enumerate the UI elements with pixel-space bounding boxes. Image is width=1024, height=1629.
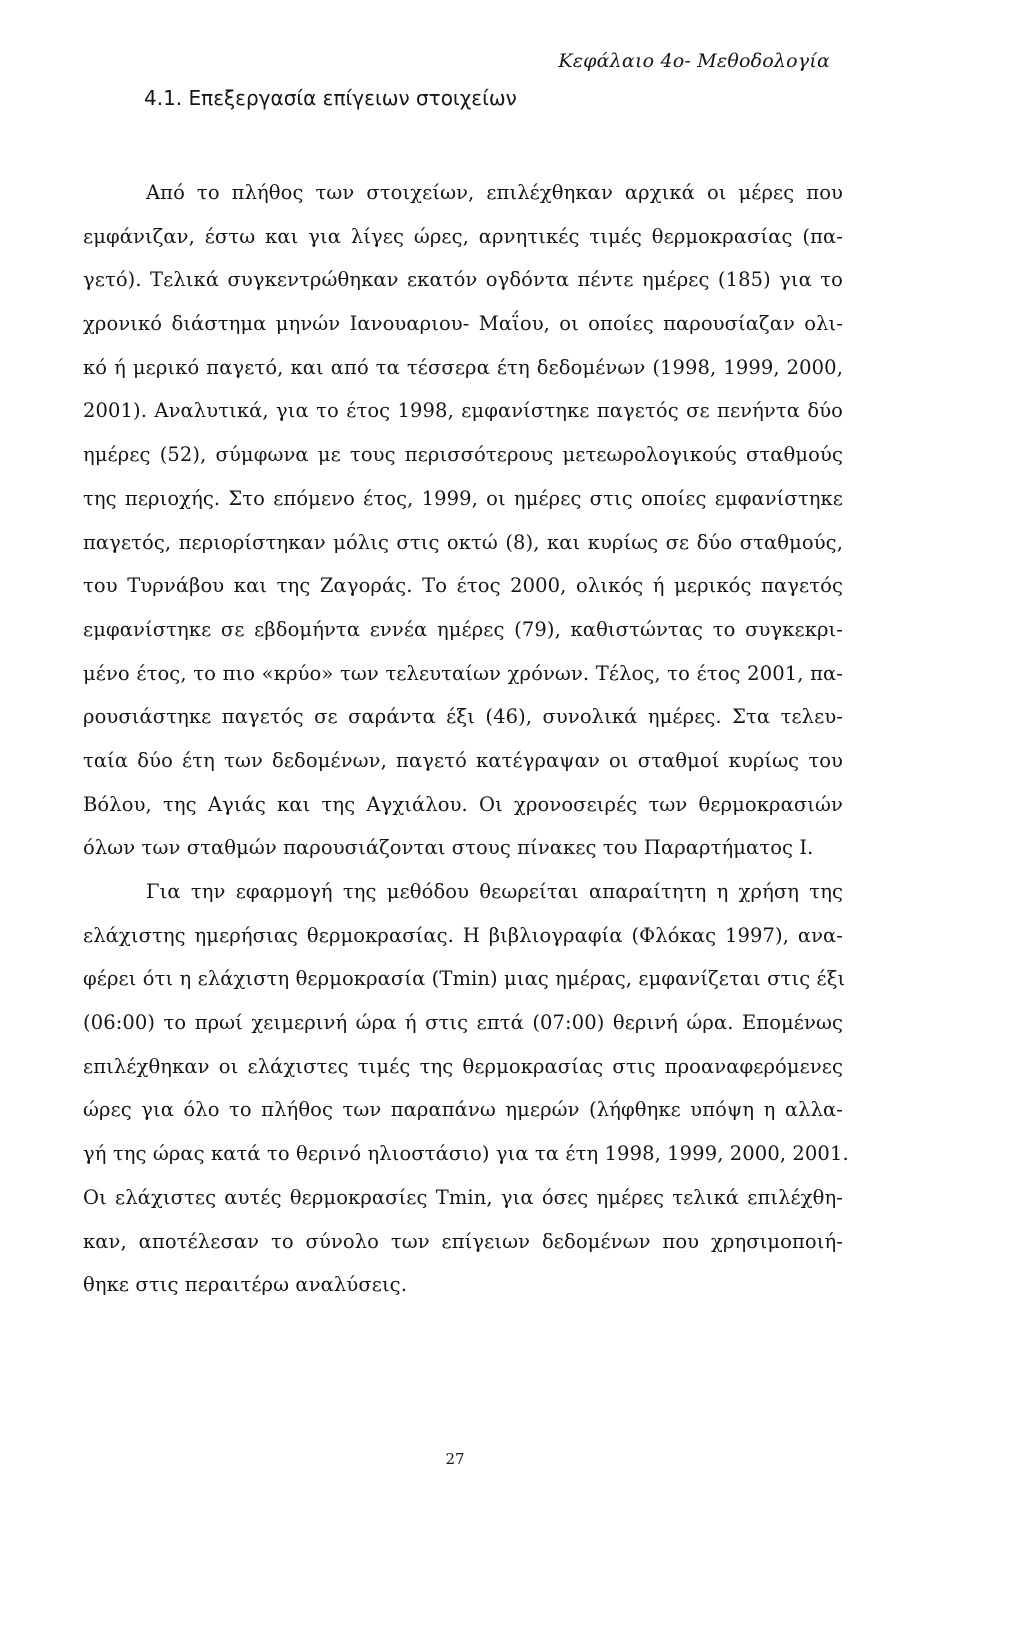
paragraph-line: καν, αποτέλεσαν το σύνολο των επίγειων δεδομένων που χρησιμοποιή- xyxy=(83,1229,843,1253)
paragraph-line: ώρες για όλο το πλήθος των παραπάνω ημερών (λήφθηκε υπόψη η αλλα- xyxy=(83,1098,843,1122)
section-title: 4.1. Επεξεργασία επίγειων στοιχείων xyxy=(144,86,517,110)
paragraph-line: της περιοχής. Στο επόμενο έτος, 1999, οι ημέρες στις οποίες εμφανίστηκε xyxy=(83,486,843,510)
paragraph-line: επιλέχθηκαν οι ελάχιστες τιμές της θερμοκρασίας στις προαναφερόμενες xyxy=(83,1054,843,1078)
paragraph-line: Από το πλήθος των στοιχείων, επιλέχθηκαν αρχικά οι μέρες που xyxy=(146,181,843,204)
paragraph-line: κό ή μερικό παγετό, και από τα τέσσερα έτη δεδομένων (1998, 1999, 2000, xyxy=(83,355,843,379)
paragraph-line: ημέρες (52), σύμφωνα με τους περισσότερους μετεωρολογικούς σταθμούς xyxy=(83,443,843,467)
page-number: 27 xyxy=(445,1450,465,1468)
body-text xyxy=(83,171,849,1307)
paragraph-line: ταία δύο έτη των δεδομένων, παγετό κατέγραψαν οι σταθμοί κυρίως του xyxy=(83,748,843,772)
paragraph-line: ρουσιάστηκε παγετός σε σαράντα έξι (46), συνολικά ημέρες. Στα τελευ- xyxy=(83,705,843,729)
paragraph-line: (06:00) το πρωί χειμερινή ώρα ή στις επτά (07:00) θερινή ώρα. Επομένως xyxy=(83,1011,843,1035)
chapter-header: Κεφάλαιο 4ο- Μεθοδολογία xyxy=(558,50,830,72)
paragraph-line: εμφάνιζαν, έστω και για λίγες ώρες, αρνητικές τιμές θερμοκρασίας (πα- xyxy=(83,224,843,248)
paragraph-line: Για την εφαρμογή της μεθόδου θεωρείται απαραίτητη η χρήση της xyxy=(146,880,843,903)
paragraph-line: ελάχιστης ημερήσιας θερμοκρασίας. Η βιβλιογραφία (Φλόκας 1997), ανα- xyxy=(83,923,843,947)
paragraph-line: εμφανίστηκε σε εβδομήντα εννέα ημέρες (79), καθιστώντας το συγκεκρι- xyxy=(83,617,843,641)
paragraph-line: του Τυρνάβου και της Ζαγοράς. Το έτος 2000, ολικός ή μερικός παγετός xyxy=(83,574,843,598)
paragraph-line: μένο έτος, το πιο «κρύο» των τελευταίων χρόνων. Τέλος, το έτος 2001, πα- xyxy=(83,661,843,685)
paragraph-line: όλων των σταθμών παρουσιάζονται στους πίνακες του Παραρτήματος Ι. xyxy=(83,836,814,860)
paragraph-line: παγετός, περιορίστηκαν μόλις στις οκτώ (8), και κυρίως σε δύο σταθμούς, xyxy=(83,530,843,554)
paragraph-line: θηκε στις περαιτέρω αναλύσεις. xyxy=(83,1273,408,1297)
paragraph-line: γή της ώρας κατά το θερινό ηλιοστάσιο) για τα έτη 1998, 1999, 2000, 2001. xyxy=(83,1142,849,1166)
paragraph-line: φέρει ότι η ελάχιστη θερμοκρασία (Tmin) μιας ημέρας, εμφανίζεται στις έξι xyxy=(83,967,846,991)
paragraph-line: γετό). Τελικά συγκεντρώθηκαν εκατόν ογδόντα πέντε ημέρες (185) για το xyxy=(83,268,843,292)
paragraph-line: χρονικό διάστημα μηνών Ιανουαριου- Μαΐου, οι οποίες παρουσίαζαν ολι- xyxy=(83,312,843,336)
paragraph-line: Οι ελάχιστες αυτές θερμοκρασίες Tmin, για όσες ημέρες τελικά επιλέχθη- xyxy=(83,1185,843,1209)
paragraph-line: Βόλου, της Αγιάς και της Αγχιάλου. Οι χρονοσειρές των θερμοκρασιών xyxy=(83,792,843,816)
paragraph-line: 2001). Αναλυτικά, για το έτος 1998, εμφανίστηκε παγετός σε πενήντα δύο xyxy=(83,399,843,423)
